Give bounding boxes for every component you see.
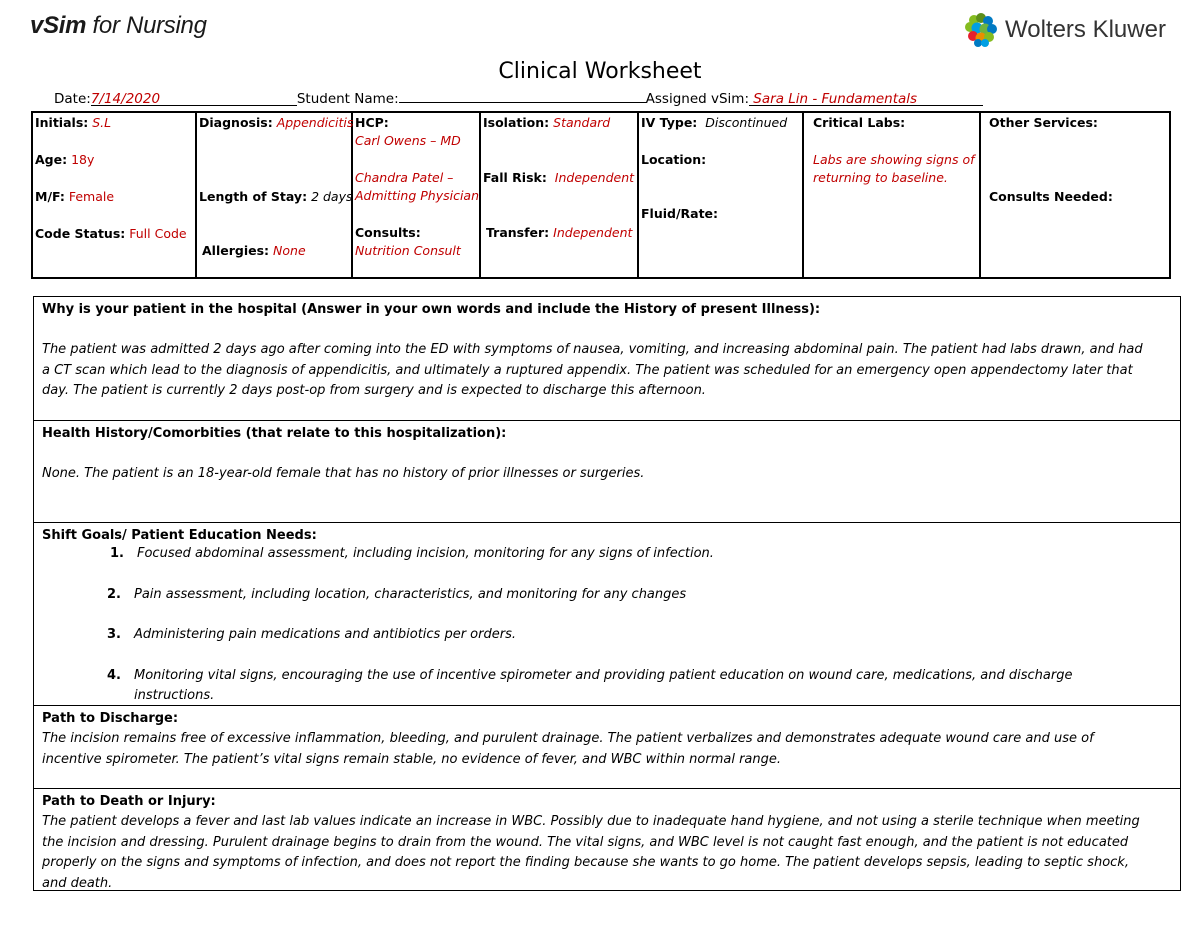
cell-hcp: HCP: Carl Owens – MD Chandra Patel – Admitting Physician Consults: Nutrition Consult <box>352 112 480 278</box>
why-heading: Why is your patient in the hospital (Answer in your own words and include the History of present Illness): <box>42 302 821 317</box>
transfer-value: Independent <box>553 225 633 240</box>
wolters-kluwer-text: Wolters Kluwer <box>1005 16 1166 43</box>
critical-labs-1: Labs are showing signs of <box>813 152 975 167</box>
location-label: Location: <box>641 152 707 167</box>
consults-needed-label: Consults Needed: <box>989 189 1113 204</box>
goal-item: 2. Pain assessment, including location, characteristics, and monitoring for any changes <box>107 587 687 602</box>
hcp-2: Chandra Patel – <box>355 170 454 185</box>
assigned-vsim-label: Assigned vSim: <box>645 91 749 107</box>
page-title: Clinical Worksheet <box>498 59 702 84</box>
cell-isolation: Isolation: Standard Fall Risk: Independent Transfer: Independent <box>480 112 638 278</box>
shift-goals-section <box>33 522 1181 705</box>
hcp-2-role: Admitting Physician <box>355 188 480 203</box>
assigned-vsim-value: Sara Lin - Fundamentals <box>753 91 918 107</box>
isolation-value: Standard <box>553 115 611 130</box>
assigned-vsim-field <box>749 91 983 106</box>
student-name-field <box>399 88 646 103</box>
allergies-value: None <box>273 243 306 258</box>
cell-diagnosis: Diagnosis: Appendicitis Length of Stay: 2 days Allergies: None <box>196 112 352 278</box>
cell-patient: Initials: S.L Age: 18y M/F: Female Code Status: Full Code <box>32 112 196 278</box>
path-to-death-section: Path to Death or Injury: The patient develops a fever and last lab values indicate an increase in WBC. Possibly due to inadequate hand hygiene, and not using a sterile technique when meeting the incision and dressing. Purulent drainage begins to drain from the wound. The vital signs, and WBC level is not caught fast enough, and the patient is not educated properly on the signs and symptoms of infection, and does not report the finding because she wants to go home. The patient develops sepsis, leading to septic shock, and death. <box>33 788 1181 891</box>
diagnosis-value: Appendicitis <box>276 115 354 130</box>
shift-goals-heading: Shift Goals/ Patient Education Needs: <box>42 528 317 543</box>
hcp-1: Carl Owens – MD <box>355 133 461 148</box>
date-label: Date: <box>54 91 91 107</box>
fluid-rate-label: Fluid/Rate: <box>641 206 719 221</box>
goal-item: 3. Administering pain medications and antibiotics per orders. <box>107 627 516 642</box>
goal-item: 1. Focused abdominal assessment, including incision, monitoring for any signs of infection. <box>110 546 714 561</box>
iv-type-value: Discontinued <box>705 115 788 130</box>
path-to-discharge-heading: Path to Discharge: <box>42 711 179 726</box>
consults-value: Nutrition Consult <box>355 243 461 258</box>
cell-other-services <box>980 112 1170 278</box>
why-in-hospital-section: Why is your patient in the hospital (Answer in your own words and include the History of present Illness): The patient was admitted 2 days ago after coming into the ED with symptoms of nausea, vomiting, and increasing abdominal pain. The patient had labs drawn, and had a CT scan which lead to the diagnosis of appendicitis, and ultimately a ruptured appendix. The patient was scheduled for an emergency open appendectomy later that day. The patient is currently 2 days post-op from surgery and is expected to discharge this afternoon. <box>33 296 1181 420</box>
meta-row <box>54 88 983 107</box>
other-services-label: Other Services: <box>989 115 1098 130</box>
date-value: 7/14/2020 <box>90 91 161 107</box>
wolters-kluwer-logo <box>963 12 1166 48</box>
cell-critical-labs: Critical Labs: Labs are showing signs of returning to baseline. <box>803 112 980 278</box>
path-to-death-heading: Path to Death or Injury: <box>42 794 216 809</box>
sex-value: Female <box>68 189 115 204</box>
cell-iv: IV Type: Discontinued Location: Fluid/Rate: <box>638 112 803 278</box>
wolters-kluwer-icon <box>963 12 999 48</box>
health-history-section: Health History/Comorbities (that relate to this hospitalization): None. The patient is an 18-year-old female that has no history of prior illnesses or surgeries. <box>33 420 1181 522</box>
date-field <box>91 91 297 106</box>
goal-item: 4. Monitoring vital signs, encouraging the use of incentive spirometer and providing patient education on wound care, medications, and discharge instructions. <box>107 668 1073 703</box>
initials-value: S.L <box>92 115 112 130</box>
critical-labs-2: returning to baseline. <box>813 170 948 185</box>
code-status-value: Full Code <box>129 226 187 241</box>
patient-info-grid <box>31 111 1171 279</box>
fall-risk-value: Independent <box>554 170 635 185</box>
path-to-discharge-section: Path to Discharge: The incision remains free of excessive inflammation, bleeding, and purulent drainage. The patient verbalizes and demonstrates adequate wound care and use of incentive spirometer. The patient’s vital signs remain stable, no evidence of fever, and WBC within normal range. <box>33 705 1181 788</box>
health-history-heading: Health History/Comorbities (that relate to this hospitalization): <box>42 426 507 441</box>
student-name-label: Student Name: <box>296 91 399 107</box>
age-value: 18y <box>71 152 95 167</box>
length-of-stay-value: 2 days <box>311 189 353 204</box>
vsim-logo: vSim for Nursing <box>30 12 207 39</box>
